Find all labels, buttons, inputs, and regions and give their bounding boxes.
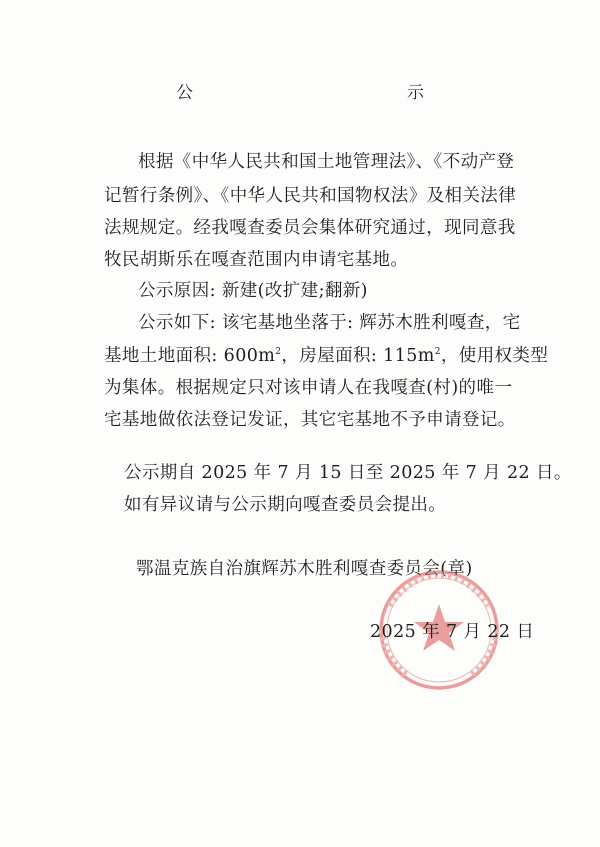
document-date: 2025 年 7 月 22 日 (370, 622, 535, 642)
paragraph2-line1: 公示如下: 该宅基地坐落于: 辉苏木胜利嘎查，宅 (138, 313, 521, 333)
paragraph1-line3: 法规规定。经我嘎查委员会集体研究通过，现同意我 (104, 218, 516, 238)
paragraph2-line2 (104, 342, 548, 367)
usage-type-text: ，使用权类型 (440, 346, 549, 366)
signature-line: 鄂温克族自治旗辉苏木胜利嘎查委员会(章) (136, 559, 473, 579)
house-area-text: ，房屋面积: 115m (281, 346, 435, 366)
paragraph1-line4: 牧民胡斯乐在嘎查范围内申请宅基地。 (104, 250, 409, 270)
period-line: 公示期自 2025 年 7 月 15 日至 2025 年 7 月 22 日。 (124, 463, 572, 483)
superscript: 2 (275, 347, 282, 358)
paragraph1-line1: 根据《中华人民共和国土地管理法》、《不动产登 (138, 152, 515, 172)
paragraph2-line4: 宅基地做依法登记发证，其它宅基地不予申请登记。 (104, 410, 516, 430)
superscript: 2 (434, 347, 441, 358)
land-area-text: 基地土地面积: 600m (104, 346, 276, 366)
document-title: 公 示 (176, 83, 484, 103)
reason-line: 公示原因: 新建(改扩建;翻新) (138, 281, 368, 301)
paragraph1-line2: 记暂行条例》、《中华人民共和国物权法》及相关法律 (104, 186, 517, 206)
paragraph2-line3: 为集体。根据规定只对该申请人在我嘎查(村)的唯一 (104, 378, 513, 398)
objection-line: 如有异议请与公示期向嘎查委员会提出。 (124, 495, 447, 515)
